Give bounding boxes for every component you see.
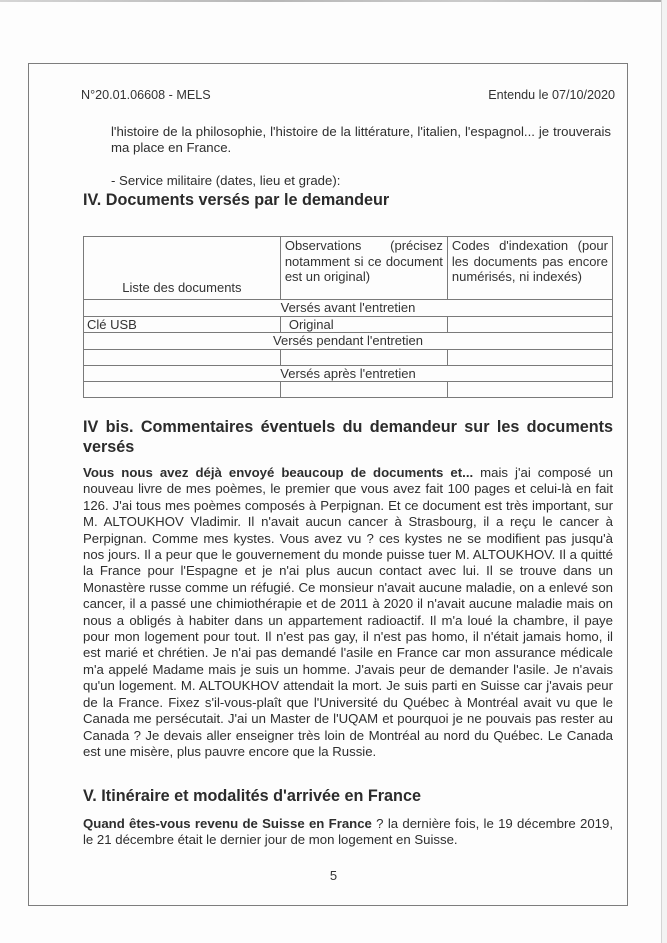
section-iv-title: IV. Documents versés par le demandeur <box>83 191 390 209</box>
cell-document <box>84 349 281 365</box>
group-row-after <box>84 365 613 382</box>
hearing-date: Entendu le 07/10/2020 <box>488 88 615 102</box>
scan-edge-right <box>661 0 667 943</box>
table-row <box>84 316 613 333</box>
answer-text: mais j'ai composé un nouveau livre de mes poèmes, le premier que vous avez fait 100 pages et celui-là en fait 126. J'ai tous mes poèmes composés à Perpignan. Et ce document est très important, sur M. ALTOUKHOV Vladimir. Il n'avait aucun cancer à Strasbourg, il a reçu le cancer à Perpignan. Comme mes kystes. Vous avez vu ? ces kystes ne se modifient pas jusqu'à nos jours. Il a peur que le gouvernement du monde puisse tuer M. ALTOUKHOV. Il a quitté la France pour l'Espagne et je n'ai plus aucun contact avec lui. Il se trouve dans un Monastère russe comme un réfugié. Ce monsieur n'avait aucune maladie, on a enlevé son cancer, il a passé une chimiothérapie et de 2011 à 2020 il n'avait aucune maladie mais on nous a obligés à habiter dans un appartement radioactif. Il m'a loué la chambre, il paye pour mon logement pour tout. Il n'est pas gay, il n'est pas homo, il n'était jamais homo, il est marié et chrétien. Je n'ai pas demandé l'asile en France car mon assurance médicale m'a appelé Madame mais je suis un homme. J'avais peur de demander l'asile. Je n'avais qu'un logement. M. ALTOUKHOV attendait la mort. Je suis parti en Suisse car j'avais peur de la France. Fixez s'il-vous-plaît que l'Université du Québec à Montréal avait vu que le Canada me persécutait. J'ai un Master de l'UQAM et pourquoi je ne pouvais pas rester au Canada ? Je devais aller enseigner très loin de Montréal au nord du Québec. Le Canada est une misère, plus pauvre encore que la Russie. <box>83 465 613 759</box>
answer-text: ? la dernière fois, le 19 décembre 2019, le 21 décembre était le dernier jour de mon logement en Suisse. <box>83 816 613 848</box>
group-label-during: Versés pendant l'entretien <box>84 333 613 350</box>
military-service-line: - Service militaire (dates, lieu et grade): <box>111 173 341 188</box>
group-row-during <box>84 333 613 350</box>
header-observations: Observations (précisez notamment si ce document est un original) <box>280 237 447 300</box>
documents-table <box>83 236 613 398</box>
cell-index-code <box>447 382 612 398</box>
question-text: Quand êtes-vous revenu de Suisse en France <box>83 816 372 831</box>
table-row <box>84 382 613 398</box>
header-document-list: Liste des documents <box>84 237 281 300</box>
cell-document: Clé USB <box>84 316 281 333</box>
section-v-title: V. Itinéraire et modalités d'arrivée en France <box>83 787 421 805</box>
group-label-before: Versés avant l'entretien <box>84 300 613 317</box>
header-index-codes: Codes d'indexation (pour les documents pas encore numérisés, ni indexés) <box>447 237 612 300</box>
cell-index-code <box>447 349 612 365</box>
question-text: Vous nous avez déjà envoyé beaucoup de documents et... <box>83 465 474 480</box>
cell-index-code <box>447 316 612 333</box>
scan-edge-top <box>0 0 667 2</box>
section-iv-bis-comment <box>83 465 613 760</box>
section-iv-bis-title: IV bis. Commentaires éventuels du demandeur sur les documents versés <box>83 418 613 456</box>
page-number: 5 <box>329 868 338 883</box>
cell-document <box>84 382 281 398</box>
section-v-answer <box>83 816 613 849</box>
cell-observation <box>280 349 447 365</box>
cell-observation <box>280 382 447 398</box>
group-label-after: Versés après l'entretien <box>84 365 613 382</box>
table-header-row <box>84 237 613 300</box>
group-row-before <box>84 300 613 317</box>
file-number: N°20.01.06608 - MELS <box>81 88 211 102</box>
table-row <box>84 349 613 365</box>
cell-observation: Original <box>280 316 447 333</box>
intro-continuation: l'histoire de la philosophie, l'histoire de la littérature, l'italien, l'espagnol... je trouverais ma place en France. <box>111 124 611 156</box>
